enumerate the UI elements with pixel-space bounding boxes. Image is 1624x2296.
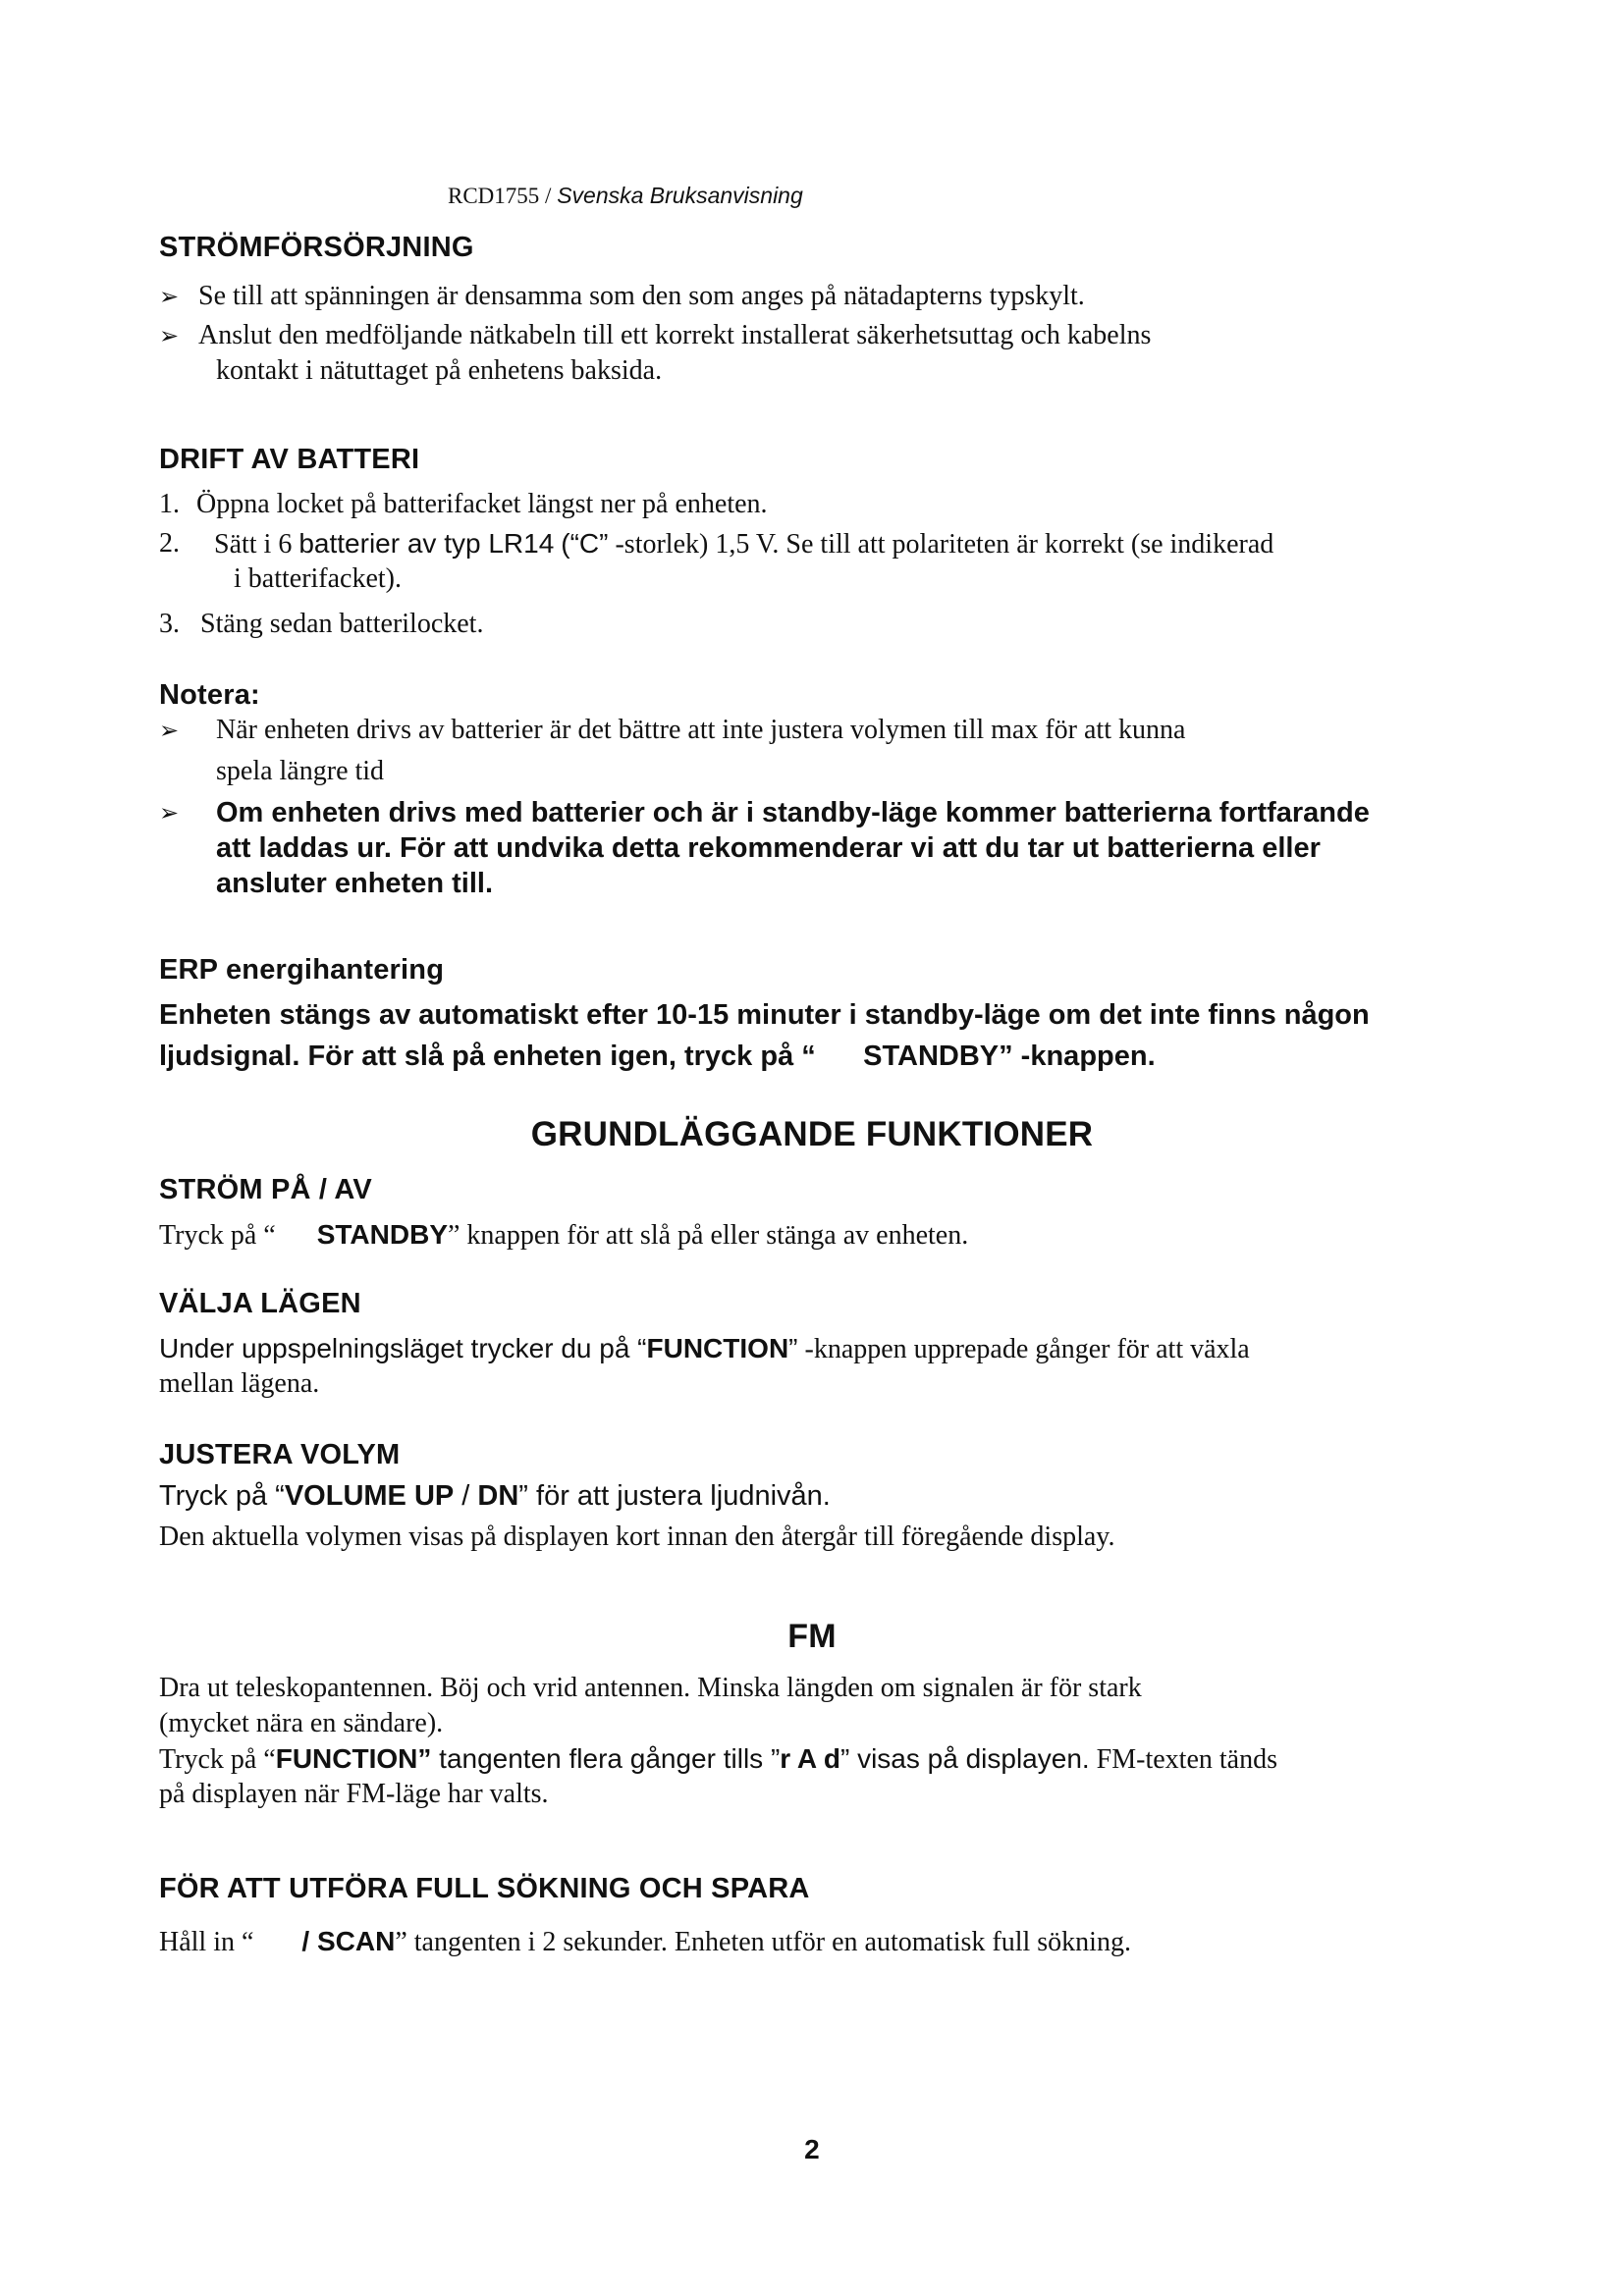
fm-title: FM [787,1618,837,1655]
battery-heading: DRIFT AV BATTERI [159,444,420,475]
adjust-volume-text: Tryck på “VOLUME UP / DN” för att justera ljudnivån. [159,1480,831,1512]
erp-heading: ERP energihantering [159,954,445,986]
select-mode-text: Under uppspelningsläget trycker du på “FUNCTION” -knappen upprepade gånger för att växla [159,1333,1250,1364]
select-mode-heading: VÄLJA LÄGEN [159,1288,361,1319]
fm-line-3: Tryck på “FUNCTION” tangenten flera gånger tills ”r A d” visas på displayen. FM-texten tänds [159,1743,1277,1775]
basic-functions-title: GRUNDLÄGGANDE FUNKTIONER [530,1115,1094,1153]
note-bullet-1: ➢ När enheten drivs av batterier är det bättre att inte justera volymen till max för att kunna spela längre tid [159,715,1186,786]
power-supply-heading: STRÖMFÖRSÖRJNING [159,232,474,263]
battery-step-2: 2. Sätt i 6 batterier av typ LR14 (“C” -storlek) 1,5 V. Se till att polariteten är korrekt (se indikerad i batterifacket). [159,526,1494,597]
page-number: 2 [804,2134,820,2164]
full-scan-text: Håll in “ / SCAN” tangenten i 2 sekunder. Enheten utför en automatisk full sökning. [159,1926,1131,1957]
power-supply-bullet-1: ➢ Se till att spänningen är densamma som den som anges på nätadapterns typskylt. [159,279,1494,314]
arrow-bullet-icon: ➢ [159,322,180,349]
battery-step-2-cont: i batterifacket). [234,563,403,594]
adjust-volume-text-2: Den aktuella volymen visas på displayen kort innan den återgår till föregående display. [159,1522,1115,1552]
page-header [448,183,803,209]
arrow-bullet-icon: ➢ [159,799,180,827]
erp-line-1: Enheten stängs av automatiskt efter 10-15 minuter i standby-läge om det inte finns någon [159,999,1370,1031]
note-heading: Notera: [159,679,260,711]
power-on-off-heading: STRÖM PÅ / AV [159,1174,372,1205]
adjust-volume-heading: JUSTERA VOLYM [159,1439,401,1470]
arrow-bullet-icon: ➢ [159,717,180,744]
power-supply-bullet-2: ➢ Anslut den medföljande nätkabeln till ett korrekt installerat säkerhetsuttag och kabelns kontakt i nätuttaget på enhetens baksida. [159,318,1494,389]
manual-title: Svenska Bruksanvisning [557,183,803,208]
battery-step-1: 1. Öppna locket på batterifacket längst ner på enheten. [159,489,768,519]
fm-line-2: (mycket nära en sändare). [159,1708,444,1738]
header-separator: / [539,184,558,208]
full-scan-heading: FÖR ATT UTFÖRA FULL SÖKNING OCH SPARA [159,1873,810,1904]
fm-line-4: på displayen när FM-läge har valts. [159,1779,549,1809]
model-number: RCD1755 [448,184,540,208]
power-supply-bullet-2-cont: kontakt i nätuttaget på enhetens baksida. [216,355,663,386]
arrow-bullet-icon: ➢ [159,283,180,310]
note-bullet-2: ➢ Om enheten drivs med batterier och är i standby-läge kommer batterierna fortfarande att laddas ur. För att undvika detta rekommenderar vi att du tar ut batterierna eller ansluter enheten till. [159,797,1370,899]
select-mode-text-cont: mellan lägena. [159,1368,320,1399]
battery-step-3: 3. Stäng sedan batterilocket. [159,609,484,639]
fm-line-1: Dra ut teleskopantennen. Böj och vrid antennen. Minska längden om signalen är för stark [159,1673,1142,1703]
erp-line-2: ljudsignal. För att slå på enheten igen, tryck på “ STANDBY” -knappen. [159,1041,1156,1072]
power-on-off-text: Tryck på “ STANDBY” knappen för att slå på eller stänga av enheten. [159,1219,969,1251]
